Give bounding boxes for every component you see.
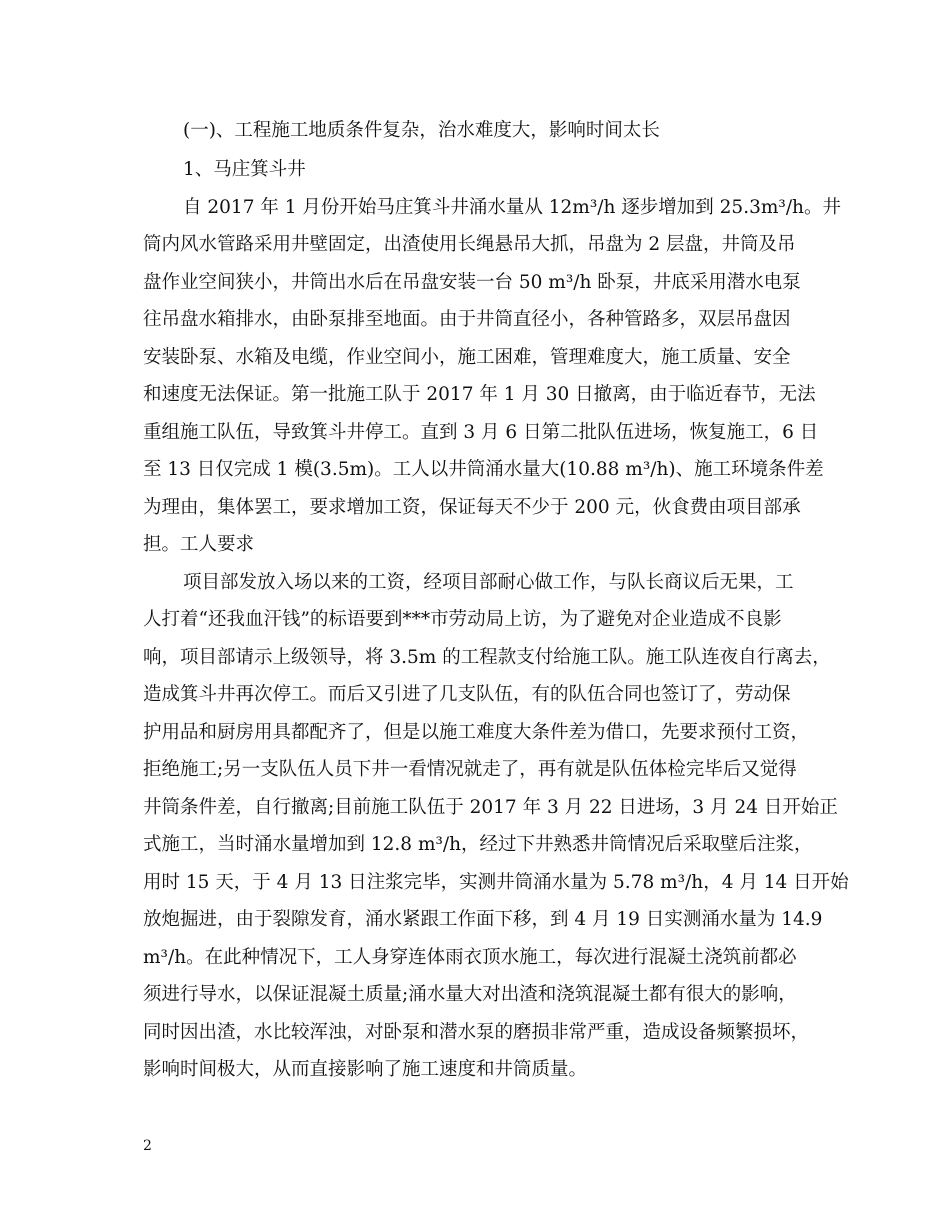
- paragraph-line: 盘作业空间狭小，井筒出水后在吊盘安装一台 50 m³/h 卧泵，井底采用潜水电泵: [143, 272, 801, 293]
- paragraph-line: 安装卧泵、水箱及电缆，作业空间小，施工困难，管理难度大，施工质量、安全: [143, 347, 791, 368]
- paragraph-line: m³/h。在此种情况下，工人身穿连体雨衣顶水施工，每次进行混凝土浇筑前都必: [143, 947, 797, 968]
- paragraph-line: 自 2017 年 1 月份开始马庄箕斗井涌水量从 12m³/h 逐步增加到 25.3m³/h。井: [183, 197, 841, 218]
- paragraph-line: 拒绝施工;另一支队伍人员下井一看情况就走了，再有就是队伍体检完毕后又觉得: [143, 759, 797, 780]
- paragraph-line: 造成箕斗井再次停工。而后又引进了几支队伍，有的队伍合同也签订了，劳动保: [143, 684, 791, 705]
- paragraph-line: 至 13 日仅完成 1 模(3.5m)。工人以井筒涌水量大(10.88 m³/h)、施工环境条件差: [143, 459, 824, 480]
- paragraph-line: 井筒条件差，自行撤离;目前施工队伍于 2017 年 3 月 22 日进场，3 月 24 日开始正: [143, 797, 838, 818]
- paragraph-line: 用时 15 天，于 4 月 13 日注浆完毕，实测井筒涌水量为 5.78 m³/h，4 月 14 日开始: [143, 872, 849, 893]
- paragraph-line: 担。工人要求: [143, 534, 255, 555]
- paragraph-line: 放炮掘进，由于裂隙发育，涌水紧跟工作面下移，到 4 月 19 日实测涌水量为 14.9: [143, 909, 823, 930]
- paragraph-line: 重组施工队伍，导致箕斗井停工。直到 3 月 6 日第二批队伍进场，恢复施工，6 日: [143, 422, 819, 443]
- paragraph-line: 筒内风水管路采用井壁固定，出渣使用长绳悬吊大抓，吊盘为 2 层盘，井筒及吊: [143, 234, 796, 255]
- paragraph-line: 人打着“还我血汗钱”的标语要到***市劳动局上访，为了避免对企业造成不良影: [143, 609, 782, 630]
- section-heading: (一)、工程施工地质条件复杂，治水难度大，影响时间太长: [183, 120, 660, 141]
- page-number: 2: [143, 1138, 152, 1154]
- paragraph-line: 式施工，当时涌水量增加到 12.8 m³/h，经过下井熟悉井筒情况后采取壁后注浆，: [143, 834, 813, 855]
- paragraph-line: 项目部发放入场以来的工资，经项目部耐心做工作，与队长商议后无果，工: [183, 572, 794, 593]
- paragraph-line: 影响时间极大，从而直接影响了施工速度和井筒质量。: [143, 1059, 588, 1080]
- subsection-heading: 1、马庄箕斗井: [183, 159, 306, 180]
- paragraph-line: 响，项目部请示上级领导，将 3.5m 的工程款支付给施工队。施工队连夜自行离去，: [143, 647, 831, 668]
- paragraph-line: 护用品和厨房用具都配齐了，但是以施工难度大条件差为借口，先要求预付工资，: [143, 722, 810, 743]
- paragraph-line: 须进行导水，以保证混凝土质量;涌水量大对出渣和浇筑混凝土都有很大的影响，: [143, 984, 797, 1005]
- paragraph-line: 为理由，集体罢工，要求增加工资，保证每天不少于 200 元，伙食费由项目部承: [143, 497, 801, 518]
- paragraph-line: 往吊盘水箱排水，由卧泵排至地面。由于井筒直径小，各种管路多，双层吊盘因: [143, 309, 791, 330]
- paragraph-line: 同时因出渣，水比较浑浊，对卧泵和潜水泵的磨损非常严重，造成设备频繁损坏，: [143, 1022, 810, 1043]
- paragraph-line: 和速度无法保证。第一批施工队于 2017 年 1 月 30 日撤离，由于临近春节，无法: [143, 384, 816, 405]
